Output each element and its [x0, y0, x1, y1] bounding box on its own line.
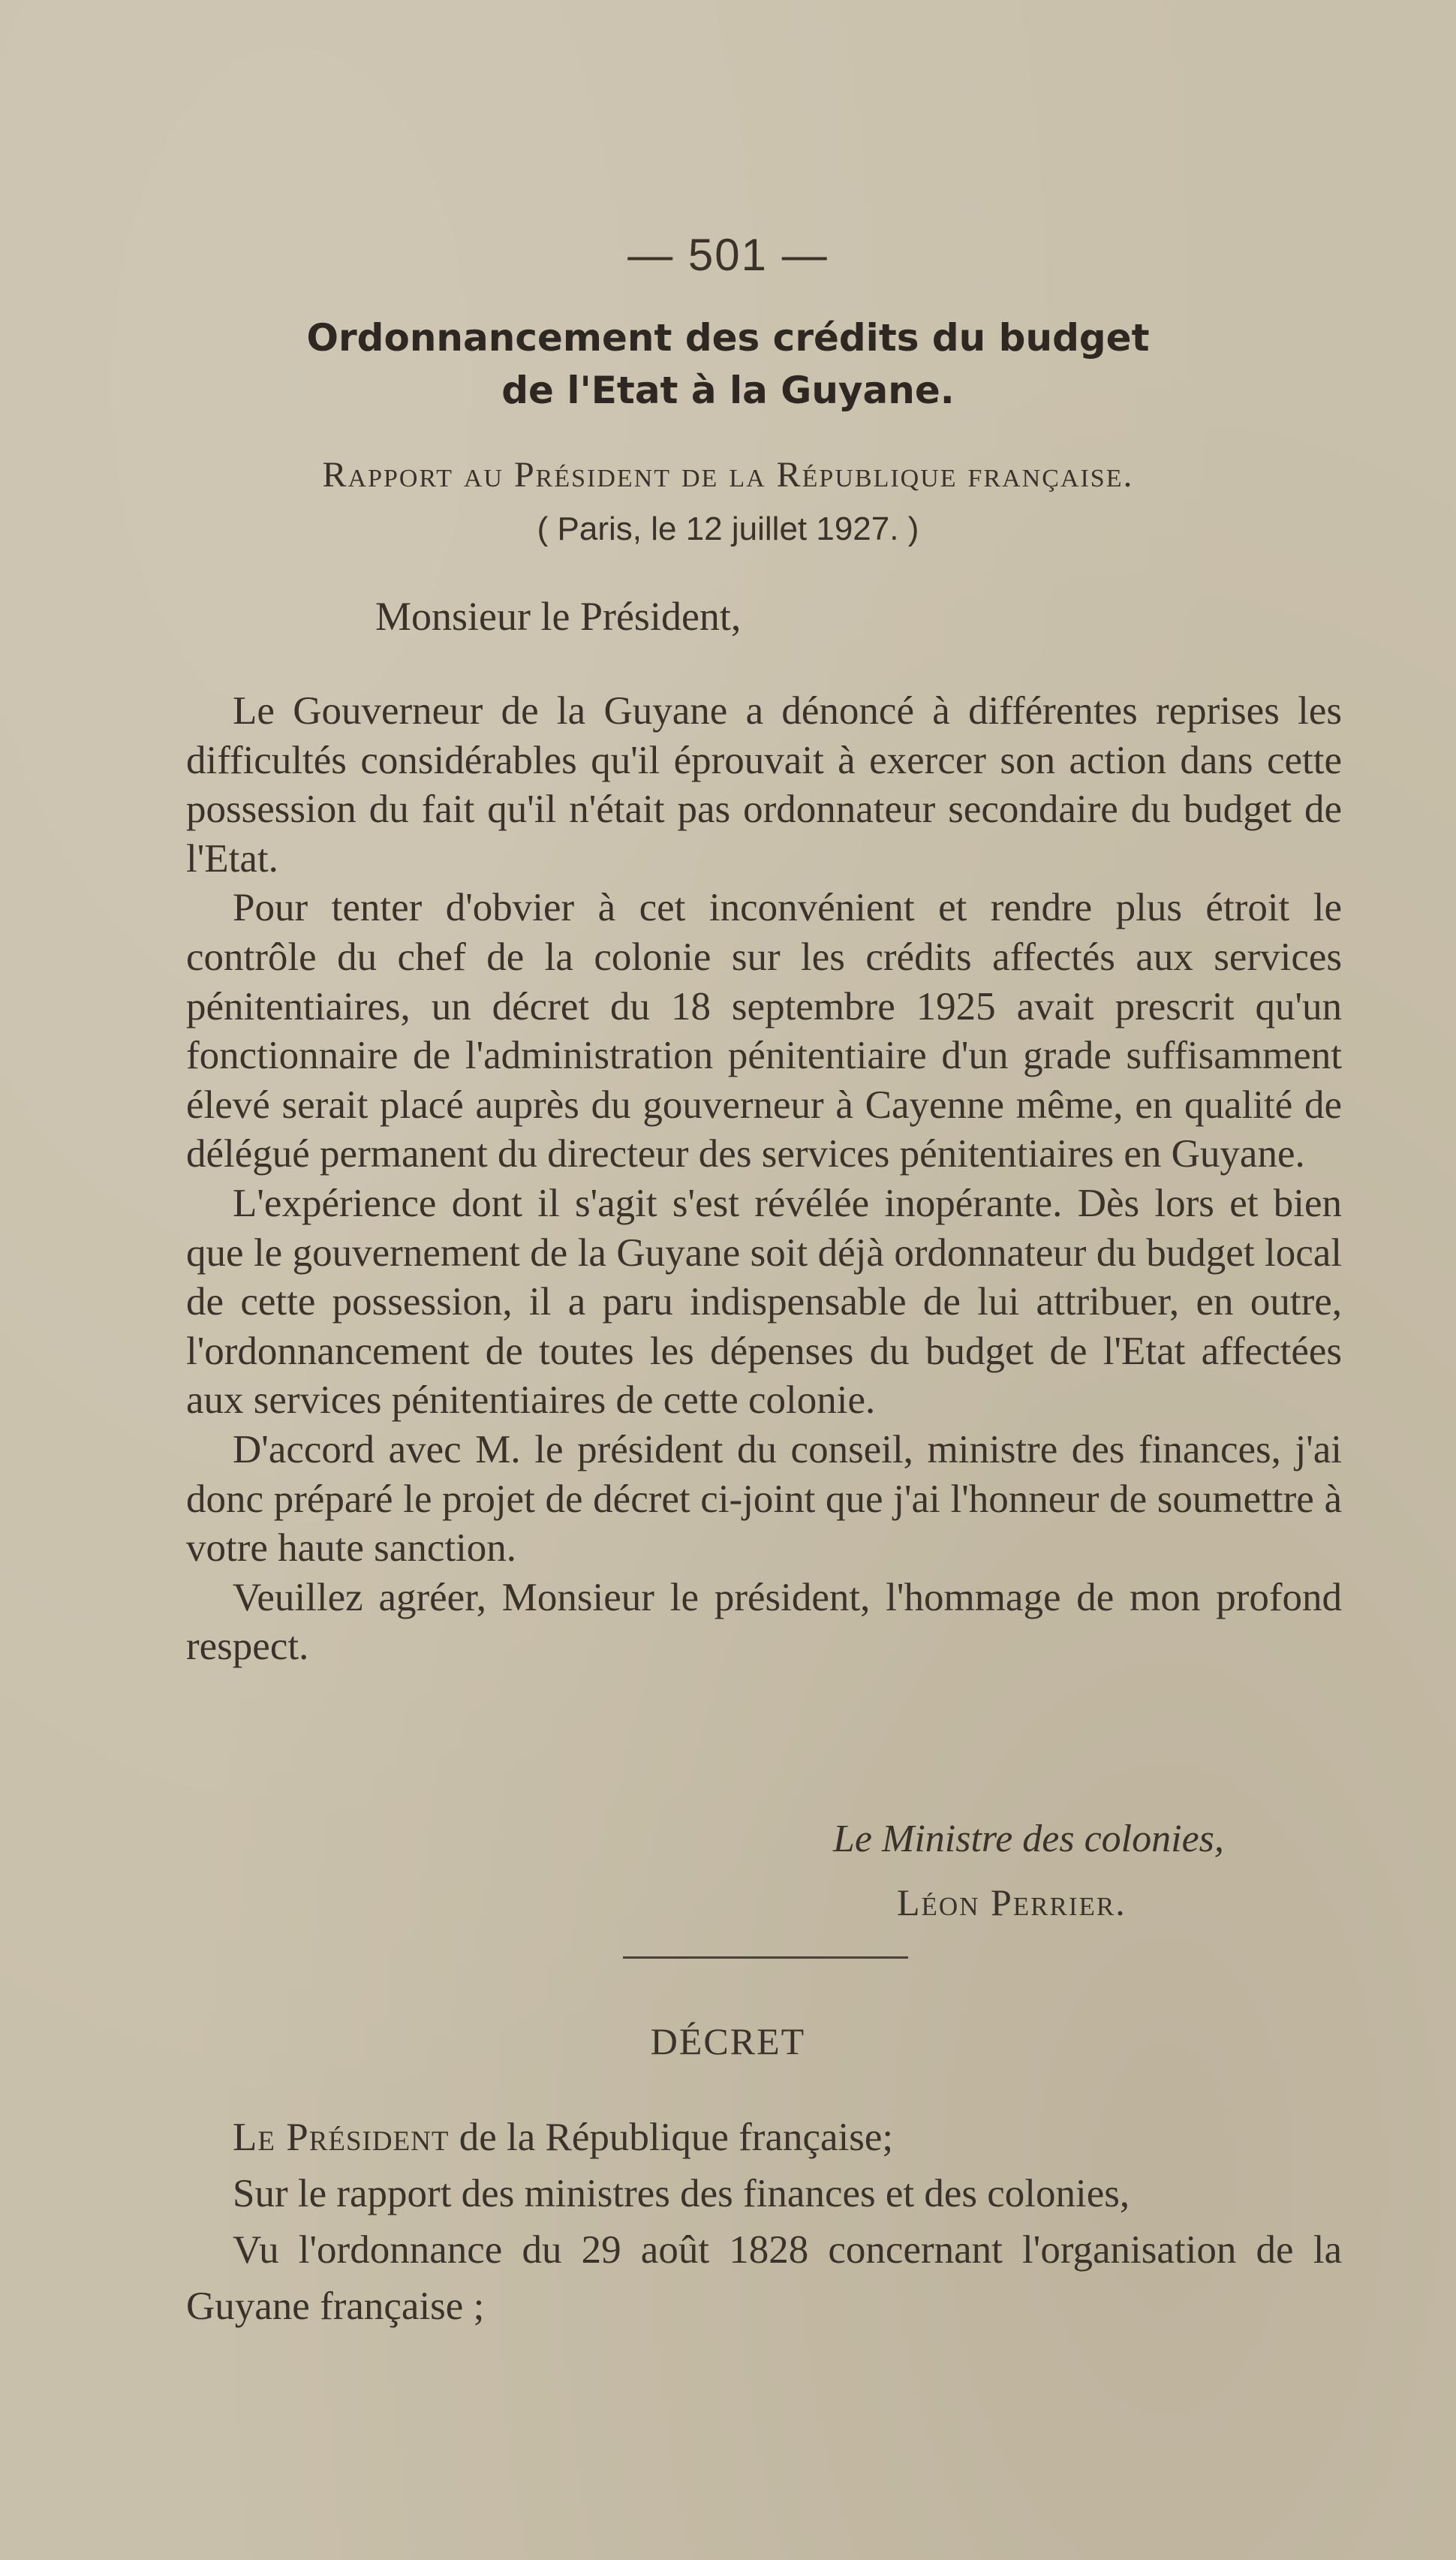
report-paragraph-3: L'expérience dont il s'agit s'est révélée inopérante. Dès lors et bien que le gouvernement de la Guyane soit déjà ordonnateur du budget local de cette possession, il a paru indispensable de lui attribuer, en outre, l'ordonnancement de toutes les dépenses du budget de l'Etat affectées aux services pénitentiaires de cette colonie. — [186, 1181, 1342, 1423]
report-paragraph-4: D'accord avec M. le président du conseil, ministre des finances, j'ai donc préparé le projet de décret ci-joint que j'ai l'honneur de soumettre à votre haute sanction. — [186, 1427, 1342, 1571]
signature-name: Léon Perrier. — [897, 1881, 1127, 1923]
title-line-1: Ordonnancement des crédits du budget — [306, 316, 1150, 360]
president-rest: de la République française; — [449, 2116, 894, 2159]
title-line-2: de l'Etat à la Guyane. — [501, 369, 955, 412]
report-paragraph-1: Le Gouverneur de la Guyane a dénoncé à différentes reprises les difficultés considérables qu'il éprouvait à exercer son action dans cette possession du fait qu'il n'était pas ordonnateur secondaire du budget de l'Etat. — [186, 689, 1342, 881]
report-body — [186, 687, 1342, 1672]
rapport-heading: Rapport au Président de la République française. — [322, 455, 1134, 495]
document-title — [0, 312, 1456, 417]
decret-line-1: Sur le rapport des ministres des finances et des colonies, — [233, 2172, 1130, 2215]
section-divider — [623, 1956, 908, 1959]
decret-heading: DÉCRET — [650, 2020, 806, 2062]
salutation: Monsieur le Président, — [375, 594, 742, 639]
decret-body — [186, 2110, 1342, 2335]
decret-line-2: Vu l'ordonnance du 29 août 1828 concernant l'organisation de la Guyane française ; — [186, 2228, 1342, 2328]
report-paragraph-5: Veuillez agréer, Monsieur le président, l'hommage de mon profond respect. — [186, 1575, 1342, 1669]
president-label: Le Président — [233, 2116, 450, 2159]
signature-title: Le Ministre des colonies, — [833, 1818, 1224, 1860]
report-paragraph-2: Pour tenter d'obvier à cet inconvénient et rendre plus étroit le contrôle du chef de la colonie sur les crédits affectés aux services pénitentiaires, un décret du 18 septembre 1925 avait prescrit qu'un fonctionnaire de l'administration pénitentiaire d'un grade suffisamment élevé serait placé auprès du gouverneur à Cayenne même, en qualité de délégué permanent du directeur des services pénitentiaires en Guyane. — [186, 886, 1342, 1176]
report-date: ( Paris, le 12 juillet 1927. ) — [537, 510, 919, 547]
page-number: — 501 — — [627, 230, 829, 280]
decret-preamble — [186, 2110, 1342, 2166]
